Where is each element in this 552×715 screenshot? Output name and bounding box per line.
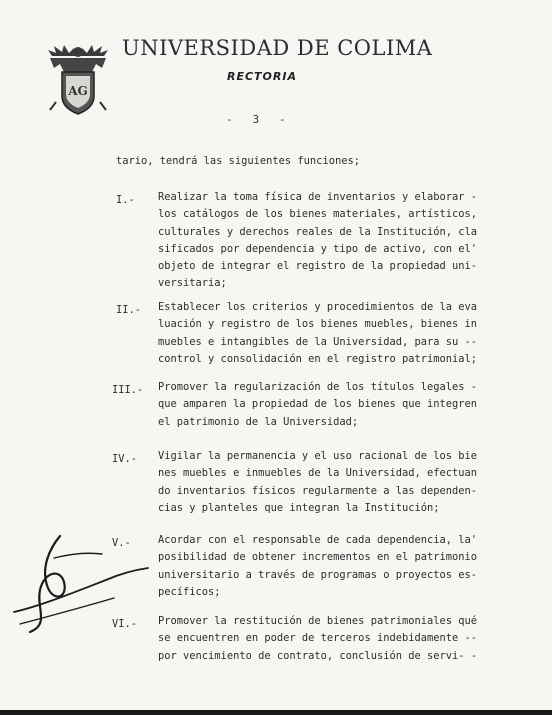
handwritten-signature — [10, 528, 150, 638]
office-name: RECTORIA — [227, 70, 297, 83]
item-number-4: IV.- — [112, 453, 138, 465]
item-line: Promover la restitución de bienes patrimoniales qué — [158, 615, 478, 627]
item-line: versitaria; — [158, 277, 227, 290]
item-line: culturales y derechos reales de la Institución, cla — [158, 225, 478, 238]
item-number-1: I.- — [116, 194, 135, 206]
item-number-3: III.- — [112, 384, 144, 396]
item-line: cias y planteles que integran la Institución; — [158, 501, 440, 514]
item-line: se encuentren en poder de terceros indebidamente -- — [158, 632, 478, 645]
item-line: do inventarios físicos regularmente a las dependen- — [158, 484, 478, 497]
item-number-5: V.- — [112, 537, 131, 549]
item-line: sificados por dependencia y tipo de activo, con el' — [158, 242, 478, 255]
item-number-2: II.- — [116, 304, 142, 316]
item-line: que amparen la propiedad de los bienes que integren — [158, 398, 478, 411]
item-body-5 — [158, 532, 477, 601]
item-line: Vigilar la permanencia y el uso racional de los bie — [158, 450, 478, 462]
item-line: universitario a través de programas o proyectos es- — [158, 568, 478, 581]
item-line: posibilidad de obtener incrementos en el patrimonio — [158, 551, 478, 564]
item-body-1 — [158, 189, 477, 293]
item-number-6: VI.- — [112, 618, 138, 630]
item-body-2 — [158, 299, 477, 368]
scan-border — [0, 710, 552, 715]
item-line: el patrimonio de la Universidad; — [158, 415, 359, 428]
svg-text:AG: AG — [68, 84, 88, 98]
item-line: Realizar la toma física de inventarios y elaborar - — [158, 191, 478, 203]
university-name: UNIVERSIDAD DE COLIMA — [122, 36, 433, 60]
item-line: control y consolidación en el registro patrimonial; — [158, 352, 478, 365]
item-line: Promover la regularización de los títulos legales - — [158, 381, 478, 393]
item-line: luación y registro de los bienes muebles, bienes in — [158, 318, 478, 331]
university-coat-of-arms-icon — [46, 42, 110, 116]
item-line: muebles e intangibles de la Universidad, para su -- — [158, 335, 478, 348]
item-line: nes muebles e inmuebles de la Universidad, efectuan — [158, 467, 478, 480]
item-body-3 — [158, 379, 477, 431]
item-line: objeto de integrar el registro de la propiedad uni- — [158, 260, 478, 273]
intro-line: tario, tendrá las siguientes funciones; — [116, 155, 360, 167]
item-line: los catálogos de los bienes materiales, artísticos, — [158, 208, 478, 221]
item-line: pecíficos; — [158, 585, 221, 598]
item-line: Establecer los criterios y procedimientos de la eva — [158, 301, 478, 313]
item-line: por vencimiento de contrato, conclusión de servi- - — [158, 649, 478, 662]
item-body-4 — [158, 448, 477, 517]
item-line: Acordar con el responsable de cada dependencia, la' — [158, 534, 478, 546]
item-body-6 — [158, 613, 477, 665]
page-number: - 3 - — [226, 113, 286, 126]
